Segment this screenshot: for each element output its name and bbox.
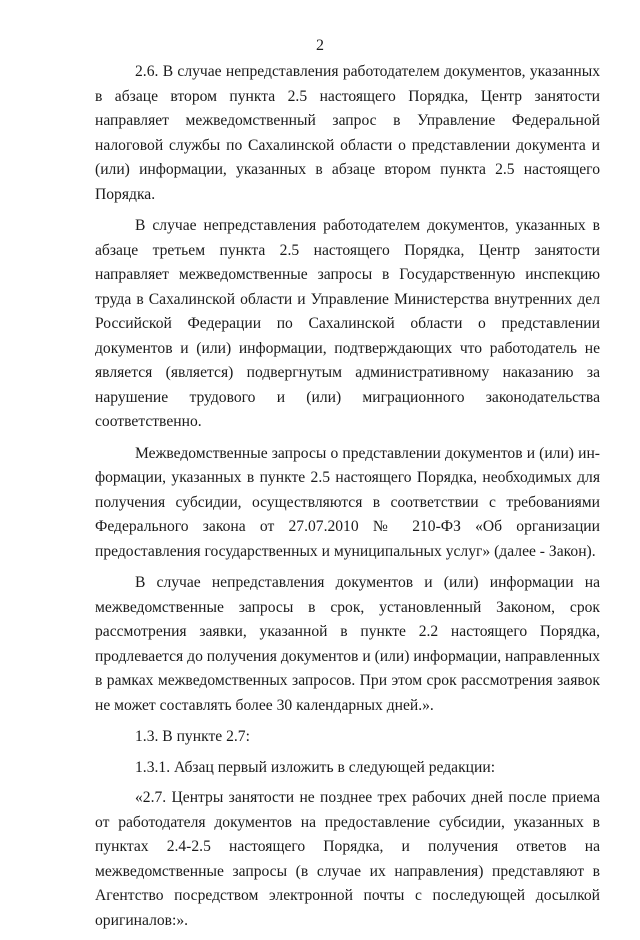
document-body (95, 60, 600, 940)
paragraph-interagency-requests-law: Межведомственные запросы о представлении документов и (или) информации, указанных в пункте 2.5 настоящего Порядка, необходимых для получения субсидии, осуществляются в соответствии с требованиями Федерального закона от 27.07.2010 № 210-ФЗ «Об организации предоставления государственных и муниципальных услуг» (далее - Закон). (95, 444, 600, 560)
paragraph-review-extension: В случае непредставления документов и (или) информации на межведомственные запросы в срок, установленный Законом, срок рассмотрения заявки, указанной в пункте 2.2 настоящего Порядка, продлевается до получения документов и (или) информации, направленных в рамках межведомственных запросов. При этом срок рассмотрения заявок не может составлять более 30 календарных дней.». (95, 574, 600, 714)
paragraph-labor-inspection-requests: В случае непредставления работодателем документов, указанных в абзаце третьем пункта 2.5 настоящего Порядка, Центр занятости направляет межведомственные запросы в Государственную инспекцию труда в Сахалинской области и Управление Министерства внутренних дел Российской Федерации по Сахалинской области о представлении документов и (или) информации, подтверждающих что работодатель не является (является) подвергнутым административному наказанию за нарушение трудового и (или) миграционного законодательства соответственно. (95, 217, 600, 430)
paragraph-2-7-new-text: «2.7. Центры занятости не позднее трех рабочих дней после приема от работодателя документов на предоставление субсидии, указанных в пунктах 2.4-2.5 настоящего Порядка, и получения ответов на межведомственные запросы (в случае их направления) представляют в Агентство посредством электронной почты с последующей досылкой оригиналов:». (95, 789, 600, 929)
paragraph-1-3-1: 1.3.1. Абзац первый изложить в следующей редакции: (135, 758, 496, 776)
paragraph-2-6: 2.6. В случае непредставления работодателем документов, указанных в абзаце втором пункта 2.5 настоящего Порядка, Центр занятости направляет межведомственный запрос в Управление Федеральной налоговой службы по Сахалинской области о представлении документа и (или) информации, указанных в абзаце втором пункта 2.5 настоящего Порядка. (95, 63, 600, 203)
page-number: 2 (316, 37, 324, 54)
paragraph-1-3: 1.3. В пункте 2.7: (135, 728, 250, 745)
